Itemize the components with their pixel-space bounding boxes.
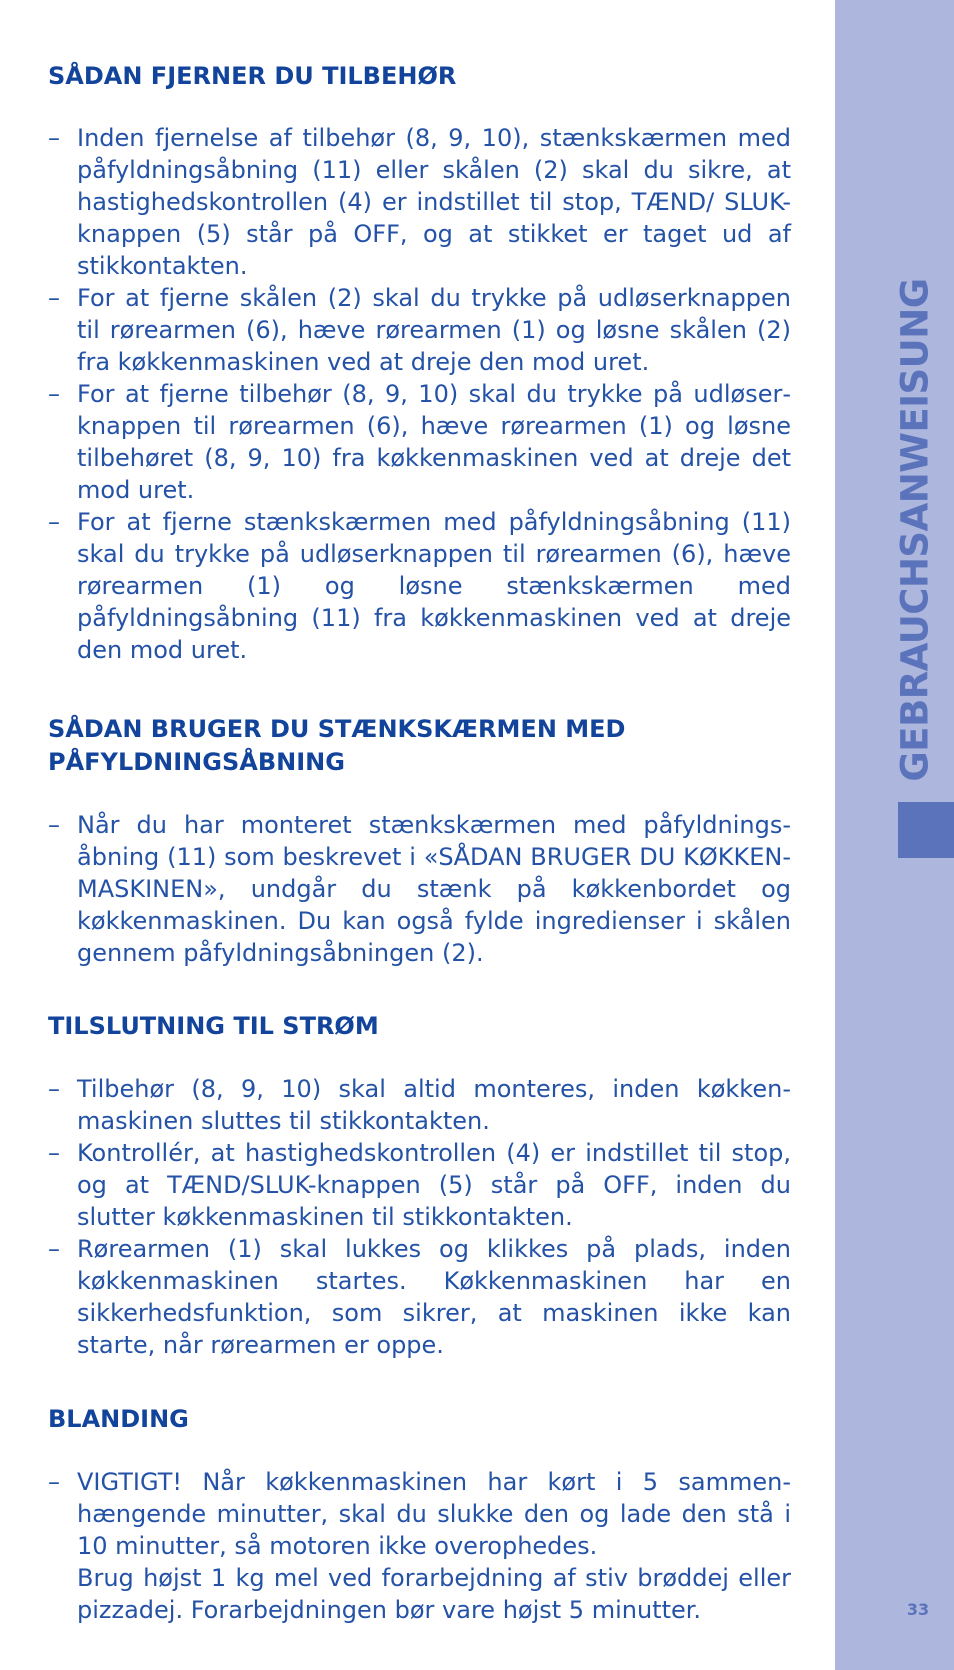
list-item: – Når du har monteret stænkskærmen med påfyldningsåbning (11) som beskrevet i «SÅDAN BRUGER DU KØKKENMASKINEN», undgår du stænk på køkkenbordet og køkkenmaskinen. Du kan også fylde ingredienser i skålen gennem påfyldningsåbningen (2). [48, 809, 791, 969]
list-item: – For at fjerne skålen (2) skal du trykke på udløserknappen til rørearmen (6), hæve rørearmen (1) og løsne skålen (2) fra køkkenmaskinen ved at dreje den mod uret. [48, 282, 791, 378]
list-remove-accessories [48, 122, 791, 666]
list-item: – Tilbehør (8, 9, 10) skal altid monteres, inden køkkenmaskinen sluttes til stikkontakten. [48, 1073, 791, 1137]
heading-remove-accessories: SÅDAN FJERNER DU TILBEHØR [48, 62, 457, 90]
list-splash-guard [48, 809, 791, 969]
list-mixing [48, 1466, 791, 1626]
heading-splash-guard [48, 713, 791, 779]
list-item: – For at fjerne tilbehør (8, 9, 10) skal du trykke på udløserknappen til rørearmen (6), hæve rørearmen (1) og løsne tilbehøret (8, 9, 10) fra køkkenmaskinen ved at dreje det mod uret. [48, 378, 791, 506]
list-power-connection [48, 1073, 791, 1361]
sidebar-accent-block [898, 802, 954, 858]
mixing-important-text: VIGTIGT! Når køkkenmaskinen har kørt i 5 sammenhængende minutter, skal du slukke den og lade den stå i 10 minutter, så motoren ikke overophedes. [77, 1468, 791, 1560]
heading-splash-guard-line1: SÅDAN BRUGER DU STÆNKSKÆRMEN MED [48, 715, 626, 743]
main-content [48, 60, 791, 1626]
list-item: – Rørearmen (1) skal lukkes og klikkes på plads, inden køkkenmaskinen startes. Køkkenmaskinen har en sikkerhedsfunktion, som sikrer, at maskinen ikke kan starte, når rørearmen er oppe. [48, 1233, 791, 1361]
heading-power-connection: TILSLUTNING TIL STRØM [48, 1012, 379, 1040]
list-item: – Kontrollér, at hastighedskontrollen (4) er indstillet til stop, og at TÆND/SLUK-knappen (5) står på OFF, inden du slutter køkkenmaskinen til stikkontakten. [48, 1137, 791, 1233]
heading-splash-guard-line2: PÅFYLDNINGSÅBNING [48, 748, 345, 776]
page-number: 33 [906, 1600, 930, 1619]
list-item: – For at fjerne stænkskærmen med påfyldningsåbning (11) skal du trykke på udløserknappen til rørearmen (6), hæve rørearmen (1) og løsne stænkskærmen med påfyldningsåbning (11) fra køkkenmaskinen ved at dreje den mod uret. [48, 506, 791, 666]
list-item: – Inden fjernelse af tilbehør (8, 9, 10), stænkskærmen med påfyldningsåbning (11) eller skålen (2) skal du sikre, at hastighedskontrollen (4) er indstillet til stop, TÆND/ SLUK-knappen (5) står på OFF, og at stikket er taget ud af stikkontakten. [48, 122, 791, 282]
sidebar-title: GEBRAUCHSANWEISUNG [893, 278, 937, 782]
mixing-continued-text: Brug højst 1 kg mel ved forarbejdning af stiv brøddej eller pizzadej. Forarbejdningen bør vare højst 5 minutter. [77, 1564, 791, 1624]
heading-mixing: BLANDING [48, 1405, 189, 1433]
list-item [48, 1466, 791, 1626]
